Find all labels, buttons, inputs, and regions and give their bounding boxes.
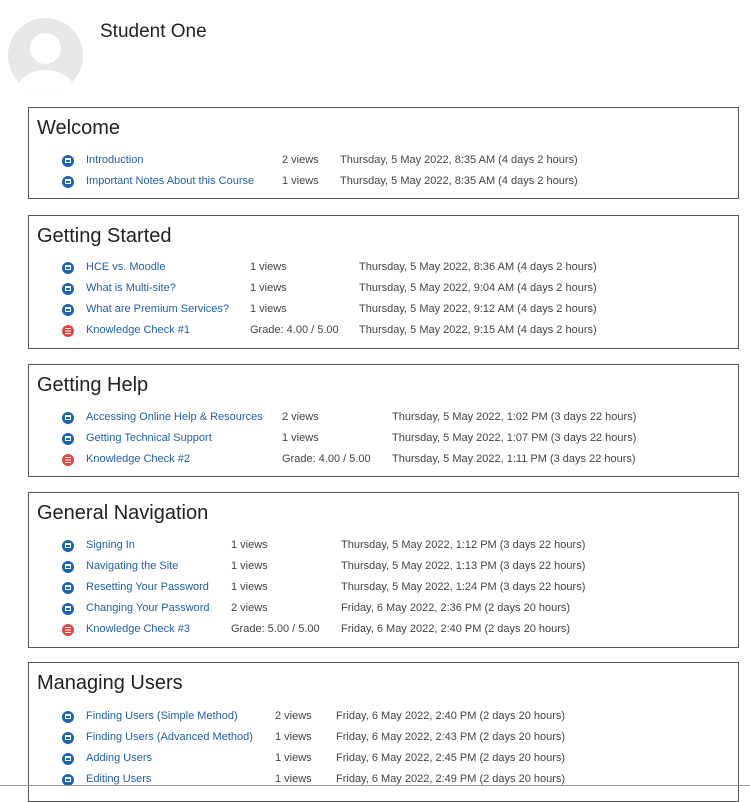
activity-row bbox=[29, 556, 738, 577]
section-title: Getting Help bbox=[37, 374, 149, 396]
activity-row bbox=[29, 407, 738, 428]
section-title: General Navigation bbox=[37, 502, 209, 524]
section-title: Welcome bbox=[37, 117, 120, 139]
activity-row bbox=[29, 257, 738, 278]
user-name: Student One bbox=[100, 21, 207, 42]
section-title: Managing Users bbox=[37, 672, 183, 694]
activity-link[interactable]: Changing Your Password bbox=[86, 602, 210, 614]
activity-date: Thursday, 5 May 2022, 9:15 AM (4 days 2 hours) bbox=[359, 324, 597, 336]
activity-info: 1 views bbox=[231, 560, 268, 572]
activity-info: 1 views bbox=[250, 303, 287, 315]
activity-date: Thursday, 5 May 2022, 1:11 PM (3 days 22 hours) bbox=[392, 453, 636, 465]
activity-row bbox=[29, 577, 738, 598]
activity-info: 1 views bbox=[282, 175, 319, 187]
activity-info: Grade: 5.00 / 5.00 bbox=[231, 623, 320, 635]
activity-link[interactable]: Resetting Your Password bbox=[86, 581, 209, 593]
activity-row bbox=[29, 171, 738, 192]
activity-date: Thursday, 5 May 2022, 1:12 PM (3 days 22 hours) bbox=[341, 539, 586, 551]
quiz-icon bbox=[62, 325, 74, 337]
page-icon bbox=[62, 540, 74, 552]
quiz-icon bbox=[62, 454, 74, 466]
activity-date: Thursday, 5 May 2022, 9:04 AM (4 days 2 hours) bbox=[359, 282, 597, 294]
activity-link[interactable]: Signing In bbox=[86, 539, 135, 551]
section-managing-users bbox=[28, 662, 739, 802]
activity-row bbox=[29, 150, 738, 171]
activity-info: 1 views bbox=[250, 282, 287, 294]
activity-link[interactable]: Knowledge Check #3 bbox=[86, 623, 190, 635]
activity-link[interactable]: Finding Users (Simple Method) bbox=[86, 710, 238, 722]
activity-link[interactable]: HCE vs. Moodle bbox=[86, 261, 166, 273]
activity-info: 1 views bbox=[275, 773, 312, 785]
activity-date: Friday, 6 May 2022, 2:40 PM (2 days 20 hours) bbox=[336, 710, 566, 722]
activity-link[interactable]: Navigating the Site bbox=[86, 560, 179, 572]
activity-date: Friday, 6 May 2022, 2:43 PM (2 days 20 hours) bbox=[336, 731, 566, 743]
activity-link[interactable]: Finding Users (Advanced Method) bbox=[86, 731, 253, 743]
activity-info: 2 views bbox=[231, 602, 268, 614]
activity-info: 2 views bbox=[282, 154, 319, 166]
activity-info: 1 views bbox=[231, 539, 268, 551]
activity-link[interactable]: Adding Users bbox=[86, 752, 153, 764]
page-icon bbox=[62, 711, 74, 723]
activity-date: Thursday, 5 May 2022, 1:13 PM (3 days 22 hours) bbox=[341, 560, 586, 572]
activity-row bbox=[29, 727, 738, 748]
activity-date: Thursday, 5 May 2022, 1:24 PM (3 days 22 hours) bbox=[341, 581, 586, 593]
activity-info: 2 views bbox=[275, 710, 312, 722]
bottom-divider bbox=[0, 785, 750, 786]
activity-row bbox=[29, 535, 738, 556]
activity-info: 1 views bbox=[231, 581, 268, 593]
activity-row bbox=[29, 619, 738, 640]
page-icon bbox=[62, 753, 74, 765]
section-general-navigation bbox=[28, 492, 739, 648]
activity-link[interactable]: Editing Users bbox=[86, 773, 152, 785]
page-icon bbox=[62, 176, 74, 188]
activity-row bbox=[29, 449, 738, 470]
activity-date: Thursday, 5 May 2022, 8:35 AM (4 days 2 hours) bbox=[340, 154, 578, 166]
section-getting-started bbox=[28, 215, 739, 349]
quiz-icon bbox=[62, 624, 74, 636]
avatar-head-shape bbox=[30, 33, 61, 64]
activity-row bbox=[29, 299, 738, 320]
avatar-body-shape bbox=[17, 70, 74, 93]
section-getting-help bbox=[28, 364, 739, 477]
activity-link[interactable]: What is Multi-site? bbox=[86, 282, 176, 294]
activity-row bbox=[29, 598, 738, 619]
activity-link[interactable]: Introduction bbox=[86, 154, 144, 166]
activity-info: Grade: 4.00 / 5.00 bbox=[250, 324, 339, 336]
activity-row bbox=[29, 748, 738, 769]
page-icon bbox=[62, 603, 74, 615]
activity-info: 1 views bbox=[250, 261, 287, 273]
activity-row bbox=[29, 278, 738, 299]
activity-info: Grade: 4.00 / 5.00 bbox=[282, 453, 371, 465]
section-welcome bbox=[28, 107, 739, 199]
activity-link[interactable]: Knowledge Check #2 bbox=[86, 453, 190, 465]
page-icon bbox=[62, 304, 74, 316]
page-icon bbox=[62, 262, 74, 274]
activity-date: Friday, 6 May 2022, 2:40 PM (2 days 20 hours) bbox=[341, 623, 571, 635]
activity-date: Thursday, 5 May 2022, 9:12 AM (4 days 2 hours) bbox=[359, 303, 597, 315]
activity-link[interactable]: Important Notes About this Course bbox=[86, 175, 255, 187]
activity-row bbox=[29, 320, 738, 341]
activity-row bbox=[29, 706, 738, 727]
activity-date: Friday, 6 May 2022, 2:36 PM (2 days 20 hours) bbox=[341, 602, 571, 614]
activity-link[interactable]: Knowledge Check #1 bbox=[86, 324, 190, 336]
activity-row bbox=[29, 769, 738, 790]
activity-info: 2 views bbox=[282, 411, 319, 423]
activity-info: 1 views bbox=[282, 432, 319, 444]
activity-date: Thursday, 5 May 2022, 8:35 AM (4 days 2 hours) bbox=[340, 175, 578, 187]
page-icon bbox=[62, 155, 74, 167]
activity-row bbox=[29, 428, 738, 449]
page-icon bbox=[62, 561, 74, 573]
page-icon bbox=[62, 582, 74, 594]
page-icon bbox=[62, 433, 74, 445]
activity-info: 1 views bbox=[275, 752, 312, 764]
avatar bbox=[8, 18, 83, 93]
activity-date: Thursday, 5 May 2022, 1:02 PM (3 days 22 hours) bbox=[392, 411, 637, 423]
activity-date: Friday, 6 May 2022, 2:49 PM (2 days 20 hours) bbox=[336, 773, 566, 785]
activity-link[interactable]: What are Premium Services? bbox=[86, 303, 230, 315]
activity-link[interactable]: Getting Technical Support bbox=[86, 432, 212, 444]
page-icon bbox=[62, 732, 74, 744]
activity-link[interactable]: Accessing Online Help & Resources bbox=[86, 411, 263, 423]
activity-date: Thursday, 5 May 2022, 1:07 PM (3 days 22 hours) bbox=[392, 432, 637, 444]
page-icon bbox=[62, 412, 74, 424]
page-icon bbox=[62, 283, 74, 295]
activity-date: Friday, 6 May 2022, 2:45 PM (2 days 20 hours) bbox=[336, 752, 566, 764]
section-title: Getting Started bbox=[37, 225, 172, 247]
activity-date: Thursday, 5 May 2022, 8:36 AM (4 days 2 hours) bbox=[359, 261, 597, 273]
activity-info: 1 views bbox=[275, 731, 312, 743]
